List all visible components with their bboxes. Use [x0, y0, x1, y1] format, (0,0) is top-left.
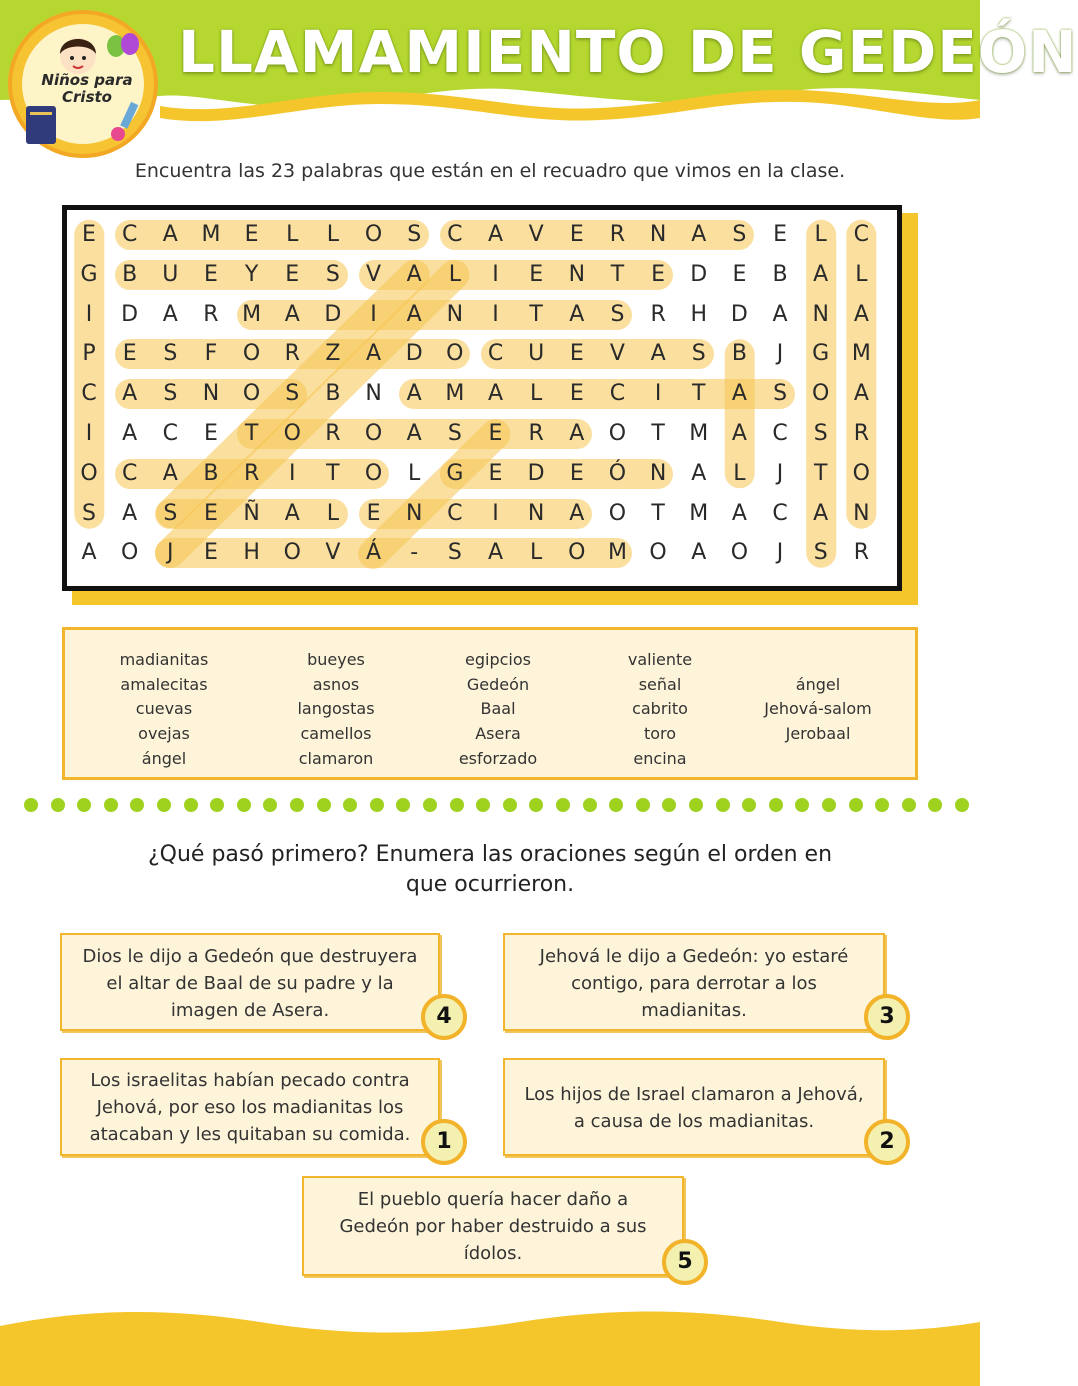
- sentence-card: [60, 1058, 440, 1156]
- order-number-badge: 1: [421, 1119, 467, 1165]
- grid-letter: L: [530, 540, 543, 566]
- word-item: Jehová-salom: [764, 699, 872, 719]
- divider-dot: [556, 798, 570, 812]
- grid-letter: E: [82, 222, 96, 247]
- divider-dot: [77, 798, 91, 812]
- word-item: madianitas: [119, 650, 209, 669]
- grid-letter: S: [285, 381, 300, 407]
- grid-letter: S: [325, 261, 340, 287]
- card-line: a causa de los madianitas.: [573, 1111, 815, 1132]
- grid-letter: N: [365, 381, 382, 407]
- grid-letter: O: [364, 421, 383, 446]
- divider-dot: [955, 798, 969, 812]
- page-header: [0, 0, 1078, 150]
- grid-letter: A: [406, 381, 422, 407]
- grid-letter: C: [853, 222, 870, 247]
- word-item: encina: [633, 748, 687, 768]
- grid-letter: E: [488, 460, 503, 486]
- grid-letter: A: [487, 540, 504, 566]
- grid-letter: R: [609, 222, 626, 247]
- grid-letter: B: [731, 341, 747, 367]
- grid-letter: A: [691, 460, 707, 486]
- word-list-box: [62, 627, 918, 780]
- grid-letter: L: [448, 261, 461, 287]
- grid-letter: A: [853, 381, 869, 407]
- grid-letter: O: [852, 460, 870, 486]
- grid-letter: S: [732, 222, 747, 247]
- word-item: bueyes: [307, 650, 365, 669]
- divider-dot: [157, 798, 171, 812]
- divider-dot: [662, 798, 676, 812]
- grid-letter: M: [851, 341, 871, 367]
- divider-dot: [875, 798, 889, 812]
- logo-badge: [8, 10, 158, 158]
- grid-letter: T: [610, 261, 625, 287]
- divider-dot: [822, 798, 836, 812]
- grid-letter: D: [324, 301, 342, 327]
- logo-line-1: Niños para: [41, 71, 133, 89]
- instruction-text: Encuentra las 23 palabras que están en el recuadro que vimos en la clase.: [134, 160, 846, 182]
- grid-letter: O: [649, 540, 667, 566]
- grid-letter: S: [813, 540, 828, 566]
- sentence-card: [302, 1176, 684, 1276]
- divider-dot: [636, 798, 650, 812]
- grid-letter: N: [405, 500, 423, 526]
- card-line: Dios le dijo a Gedeón que destruyera: [82, 946, 418, 967]
- grid-letter: C: [447, 500, 463, 526]
- grid-letter: J: [776, 341, 784, 367]
- divider-dot: [928, 798, 942, 812]
- divider-dot: [689, 798, 703, 812]
- grid-letter: D: [405, 341, 423, 367]
- grid-letter: L: [733, 460, 746, 486]
- grid-letter: Y: [244, 261, 259, 287]
- grid-letter: R: [325, 421, 341, 446]
- logo-line-2: Cristo: [62, 88, 112, 106]
- grid-letter: A: [366, 341, 382, 367]
- divider-dot: [317, 798, 331, 812]
- divider-dot: [423, 798, 437, 812]
- question-line-1: ¿Qué pasó primero? Enumera las oraciones según el orden en: [147, 842, 833, 867]
- grid-letter: A: [81, 540, 97, 566]
- grid-letter: A: [122, 500, 138, 526]
- grid-letter: G: [80, 261, 98, 287]
- grid-letter: C: [487, 341, 504, 367]
- divider-dot: [104, 798, 118, 812]
- grid-letter: S: [773, 381, 788, 407]
- grid-letter: S: [610, 301, 625, 327]
- grid-letter: O: [283, 421, 301, 446]
- grid-letter: D: [121, 301, 139, 327]
- word-item: clamaron: [298, 748, 374, 768]
- grid-letter: M: [201, 222, 221, 247]
- grid-letter: N: [527, 500, 545, 526]
- page-title: LLAMAMIENTO DE GEDEÓN: [178, 18, 1078, 86]
- divider-dot: [184, 798, 198, 812]
- grid-letter: S: [447, 421, 462, 446]
- divider-dot: [742, 798, 756, 812]
- grid-letter: I: [492, 500, 499, 526]
- grid-letter: O: [568, 540, 586, 566]
- grid-letter: Ó: [608, 460, 627, 486]
- grid-letter: O: [242, 341, 261, 367]
- grid-letter: J: [167, 540, 174, 566]
- grid-letter: A: [162, 301, 178, 327]
- sentence-card: [503, 1058, 885, 1156]
- grid-letter: A: [691, 222, 707, 247]
- grid-letter: A: [731, 421, 747, 446]
- card-line: Gedeón por haber destruido a sus: [339, 1216, 647, 1237]
- word-item: egipcios: [465, 650, 531, 669]
- divider-dot: [237, 798, 251, 812]
- divider-dot: [51, 798, 65, 812]
- grid-letter: I: [492, 301, 499, 327]
- grid-letter: E: [569, 222, 584, 247]
- divider-dot: [450, 798, 464, 812]
- grid-letter: C: [121, 222, 138, 247]
- grid-letter: H: [243, 540, 260, 566]
- order-number-badge: 2: [864, 1119, 910, 1165]
- grid-letter: A: [284, 301, 300, 327]
- grid-letter: T: [813, 460, 828, 486]
- grid-letter: T: [529, 301, 543, 327]
- grid-letter: O: [730, 540, 749, 566]
- card-line: ídolos.: [463, 1243, 523, 1264]
- divider-dot: [370, 798, 384, 812]
- grid-letter: I: [654, 381, 662, 407]
- grid-letter: I: [370, 301, 377, 327]
- grid-letter: E: [569, 381, 584, 407]
- grid-letter: L: [814, 222, 827, 247]
- word-item: Gedeón: [466, 674, 530, 694]
- grid-letter: I: [289, 460, 296, 486]
- letter-layer: [67, 210, 897, 586]
- grid-letter: E: [569, 341, 584, 367]
- card-line: Jehová le dijo a Gedeón: yo estaré: [539, 946, 849, 967]
- grid-letter: C: [609, 381, 626, 407]
- footer-wave: [0, 1300, 980, 1386]
- grid-letter: T: [244, 421, 259, 446]
- card-line: madianitas.: [641, 1000, 747, 1021]
- divider-dot: [849, 798, 863, 812]
- dotted-divider: [24, 798, 964, 814]
- grid-letter: O: [242, 381, 261, 407]
- question-line-2: que ocurrieron.: [405, 872, 575, 897]
- grid-letter: A: [406, 421, 422, 446]
- grid-letter: G: [812, 341, 830, 367]
- grid-letter: V: [325, 540, 341, 566]
- grid-letter: M: [445, 381, 465, 407]
- grid-letter: V: [609, 341, 625, 367]
- grid-letter: C: [121, 460, 138, 486]
- grid-letter: O: [608, 421, 627, 446]
- grid-letter: Z: [325, 341, 341, 367]
- word-item: [743, 648, 893, 673]
- divider-dot: [24, 798, 38, 812]
- grid-letter: I: [492, 261, 499, 287]
- grid-letter: L: [326, 500, 340, 526]
- grid-letter: C: [772, 421, 788, 446]
- grid-letter: P: [82, 341, 96, 367]
- grid-letter: T: [651, 500, 665, 526]
- grid-letter: A: [813, 261, 829, 287]
- grid-letter: A: [691, 540, 707, 566]
- grid-letter: M: [689, 421, 709, 446]
- divider-dot: [529, 798, 543, 812]
- grid-letter: G: [446, 460, 464, 486]
- divider-dot: [130, 798, 144, 812]
- grid-letter: B: [122, 261, 138, 287]
- order-number-badge: 3: [864, 994, 910, 1040]
- grid-letter: R: [243, 460, 260, 486]
- grid-letter: A: [122, 381, 138, 407]
- card-line: el altar de Baal de su padre y la: [106, 973, 394, 994]
- grid-letter: A: [122, 421, 138, 446]
- word-column-4: [585, 648, 735, 772]
- card-line: Los hijos de Israel clamaron a Jehová,: [524, 1084, 864, 1105]
- grid-letter: H: [690, 301, 708, 327]
- word-column-5: [743, 648, 893, 747]
- grid-letter: E: [651, 261, 666, 287]
- divider-dot: [290, 798, 304, 812]
- grid-letter: S: [163, 500, 178, 526]
- grid-letter: D: [527, 460, 545, 486]
- divider-dot: [343, 798, 357, 812]
- grid-letter: B: [772, 261, 788, 287]
- grid-letter: E: [203, 540, 218, 566]
- grid-letter: L: [530, 381, 543, 407]
- grid-letter: U: [528, 341, 545, 367]
- grid-letter: O: [364, 222, 383, 247]
- grid-letter: C: [162, 421, 178, 446]
- divider-dot: [210, 798, 224, 812]
- grid-letter: A: [569, 421, 585, 446]
- grid-letter: S: [163, 381, 178, 407]
- grid-letter: M: [689, 500, 709, 526]
- grid-letter: E: [244, 222, 259, 247]
- word-item: asnos: [312, 674, 360, 694]
- grid-letter: J: [776, 460, 784, 486]
- grid-letter: O: [812, 381, 830, 407]
- grid-letter: E: [366, 500, 381, 526]
- grid-letter: E: [203, 261, 218, 287]
- word-item: cabrito: [632, 699, 688, 719]
- grid-letter: E: [122, 341, 137, 367]
- grid-letter: A: [162, 222, 178, 247]
- grid-letter: S: [407, 222, 422, 247]
- grid-letter: A: [772, 301, 788, 327]
- bible-icon: [22, 102, 62, 148]
- grid-letter: L: [326, 222, 340, 247]
- grid-letter: A: [731, 381, 747, 407]
- grid-letter: R: [284, 341, 300, 367]
- grid-letter: T: [651, 421, 665, 446]
- grid-letter: A: [284, 500, 300, 526]
- grid-letter: M: [242, 301, 262, 327]
- grid-letter: A: [813, 500, 829, 526]
- grid-letter: B: [203, 460, 219, 486]
- grid-letter: N: [649, 460, 667, 486]
- word-item: Baal: [480, 699, 516, 719]
- grid-letter: R: [853, 421, 869, 446]
- grid-letter: S: [447, 540, 462, 566]
- grid-letter: E: [569, 460, 584, 486]
- sentence-card: [60, 933, 440, 1031]
- word-item: señal: [638, 674, 682, 694]
- grid-letter: C: [447, 222, 463, 247]
- grid-letter: A: [569, 500, 585, 526]
- card-line: atacaban y les quitaban su comida.: [89, 1124, 411, 1145]
- word-item: ángel: [141, 748, 187, 768]
- word-item: Asera: [475, 724, 521, 744]
- grid-letter: L: [286, 222, 299, 247]
- divider-dot: [609, 798, 623, 812]
- grid-letter: F: [204, 341, 218, 367]
- grid-letter: E: [203, 421, 218, 446]
- order-number-badge: 4: [421, 994, 467, 1040]
- grid-letter: E: [529, 261, 544, 287]
- grid-letter: S: [691, 341, 706, 367]
- word-item: langostas: [297, 699, 375, 719]
- grid-letter: A: [569, 301, 585, 327]
- grid-letter: O: [446, 341, 464, 367]
- grid-letter: E: [285, 261, 300, 287]
- grid-letter: O: [283, 540, 301, 566]
- divider-dot: [583, 798, 597, 812]
- grid-letter: V: [366, 261, 382, 287]
- grid-letter: R: [203, 301, 219, 327]
- grid-letter: L: [855, 261, 868, 287]
- word-item: valiente: [627, 650, 693, 669]
- word-item: camellos: [300, 724, 372, 744]
- grid-letter: N: [853, 500, 870, 526]
- grid-letter: R: [853, 540, 869, 566]
- grid-letter: N: [446, 301, 464, 327]
- word-column-3: [423, 648, 573, 772]
- grid-letter: Á: [366, 540, 382, 566]
- grid-letter: N: [568, 261, 586, 287]
- grid-letter: N: [812, 301, 829, 327]
- divider-dot: [795, 798, 809, 812]
- card-line: Los israelitas habían pecado contra: [90, 1070, 410, 1091]
- grid-letter: -: [410, 540, 419, 566]
- divider-dot: [769, 798, 783, 812]
- grid-letter: C: [772, 500, 788, 526]
- word-item: Jerobaal: [785, 724, 851, 744]
- grid-letter: O: [120, 540, 139, 566]
- grid-letter: E: [773, 222, 787, 247]
- grid-letter: E: [488, 421, 503, 446]
- grid-letter: N: [202, 381, 220, 407]
- grid-letter: A: [650, 341, 666, 367]
- grid-letter: L: [408, 460, 421, 486]
- word-column-2: [261, 648, 411, 772]
- word-item: cuevas: [135, 699, 193, 719]
- card-line: Jehová, por eso los madianitas los: [96, 1097, 404, 1118]
- grid-letter: O: [364, 460, 383, 486]
- word-item: ovejas: [138, 724, 190, 744]
- grid-letter: R: [650, 301, 666, 327]
- grid-letter: A: [487, 381, 504, 407]
- grid-letter: J: [776, 540, 784, 566]
- word-item: amalecitas: [120, 674, 208, 694]
- grid-letter: A: [406, 261, 422, 287]
- card-line: imagen de Asera.: [170, 1000, 330, 1021]
- logo-text: [32, 72, 142, 106]
- grid-letter: Ñ: [243, 500, 260, 526]
- word-item: toro: [643, 724, 677, 744]
- grid-letter: A: [731, 500, 747, 526]
- grid-letter: B: [325, 381, 341, 407]
- divider-dot: [263, 798, 277, 812]
- sentence-card: [503, 933, 885, 1031]
- balloons-icon: [104, 32, 144, 72]
- grid-letter: D: [730, 301, 748, 327]
- grid-letter: V: [528, 222, 544, 247]
- grid-letter: S: [163, 341, 178, 367]
- card-line: El pueblo quería hacer daño a: [357, 1189, 629, 1210]
- grid-letter: N: [649, 222, 667, 247]
- grid-letter: A: [853, 301, 869, 327]
- grid-letter: A: [406, 301, 422, 327]
- order-number-badge: 5: [662, 1239, 708, 1285]
- divider-dot: [503, 798, 517, 812]
- word-column-1: [89, 648, 239, 772]
- divider-dot: [902, 798, 916, 812]
- grid-letter: O: [80, 460, 98, 486]
- grid-letter: R: [528, 421, 544, 446]
- grid-letter: D: [690, 261, 708, 287]
- divider-dot: [716, 798, 730, 812]
- grid-letter: I: [85, 301, 93, 327]
- word-item: ángel: [795, 674, 841, 694]
- grid-letter: M: [607, 540, 627, 566]
- word-search-grid: [62, 205, 902, 591]
- grid-letter: A: [162, 460, 178, 486]
- question-heading: [0, 840, 980, 900]
- grid-letter: I: [85, 421, 93, 446]
- divider-dot: [396, 798, 410, 812]
- grid-letter: E: [203, 500, 218, 526]
- card-line: contigo, para derrotar a los: [571, 973, 817, 994]
- grid-letter: U: [162, 261, 179, 287]
- word-item: esforzado: [458, 748, 538, 768]
- grid-letter: A: [487, 222, 504, 247]
- grid-letter: C: [81, 381, 97, 407]
- grid-letter: E: [732, 261, 747, 287]
- grid-letter: T: [326, 460, 340, 486]
- grid-letter: O: [608, 500, 627, 526]
- grid-letter: S: [82, 500, 96, 526]
- grid-letter: S: [813, 421, 828, 446]
- grid-letter: T: [692, 381, 706, 407]
- divider-dot: [476, 798, 490, 812]
